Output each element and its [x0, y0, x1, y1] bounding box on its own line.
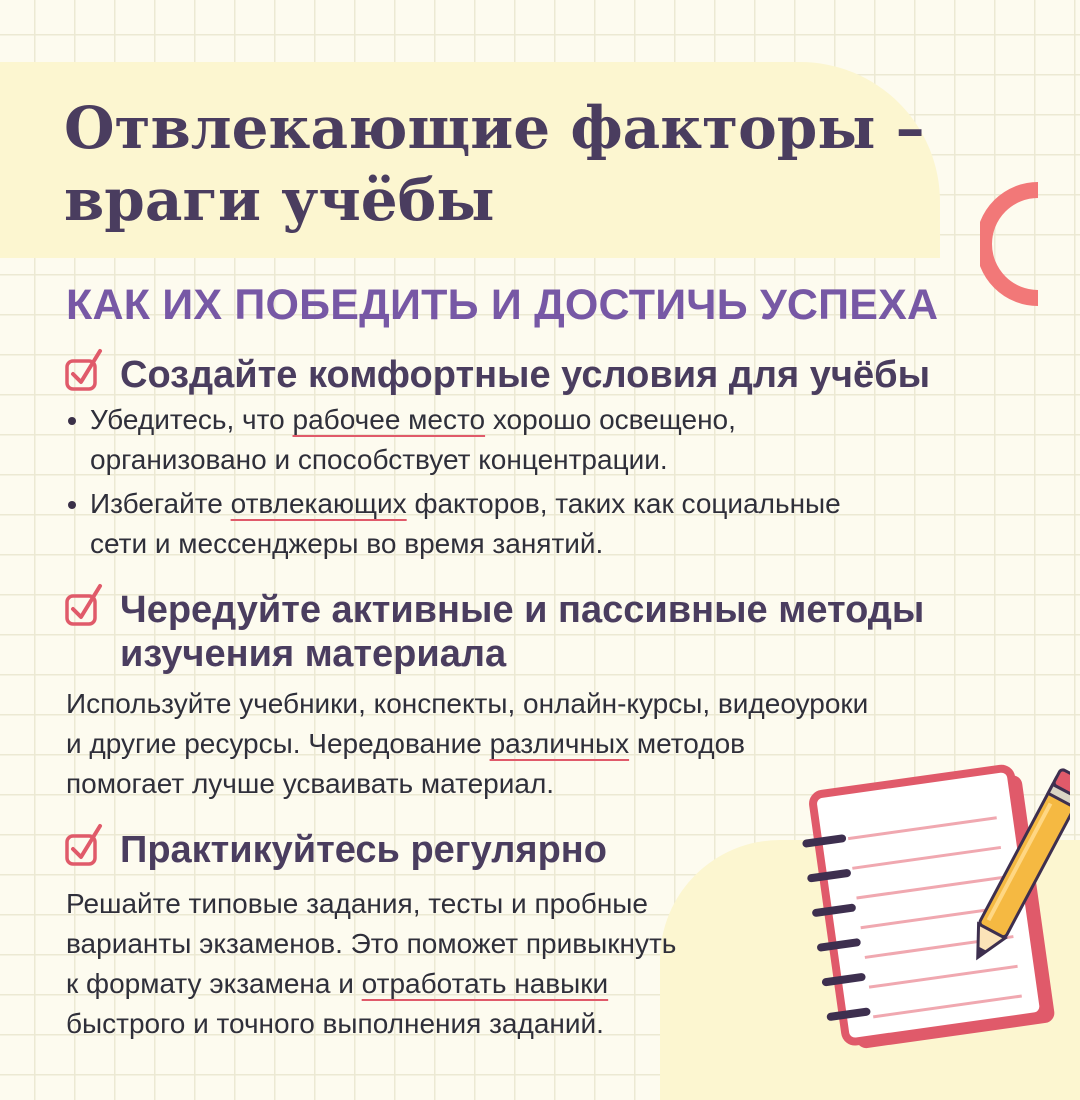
section-2-title — [120, 588, 924, 676]
page-title-line-2: враги учёбы — [64, 166, 495, 234]
bullet-text: организовано и способствует концентрации. — [90, 444, 668, 475]
paragraph-line: помогает лучше усваивать материал. — [66, 768, 555, 799]
check-icon — [62, 347, 110, 395]
underlined-phrase: отработать навыки — [361, 968, 609, 999]
page-subtitle: КАК ИХ ПОБЕДИТЬ И ДОСТИЧЬ УСПЕХА — [66, 281, 939, 329]
bullet-text: Избегайте — [90, 488, 231, 519]
page-title-line-1: Отвлекающие факторы – — [64, 94, 925, 162]
section-2-paragraph — [66, 684, 868, 804]
bullet-text: хорошо освещено, — [485, 404, 736, 435]
list-item — [64, 484, 1024, 564]
paragraph-text: методов — [629, 728, 746, 759]
paragraph-text: к формату экзамена и — [66, 968, 362, 999]
section-2-title-line-1: Чередуйте активные и пассивные методы — [120, 589, 925, 631]
check-icon — [62, 822, 110, 870]
paragraph-line — [66, 724, 868, 764]
paragraph-line: Используйте учебники, конспекты, онлайн-курсы, видеоуроки — [66, 688, 869, 719]
section-2-heading — [62, 588, 924, 676]
underlined-phrase: рабочее место — [292, 404, 486, 435]
page-title — [64, 92, 964, 236]
paragraph-line: варианты экзаменов. Это поможет привыкнуть — [66, 928, 677, 959]
section-1-title: Создайте комфортные условия для учёбы — [120, 354, 931, 396]
bullet-text: Убедитесь, что — [90, 404, 293, 435]
underlined-phrase: различных — [489, 728, 630, 759]
section-3-heading — [62, 828, 607, 872]
bullet-text: сети и мессенджеры во время занятий. — [90, 528, 604, 559]
check-icon — [62, 582, 110, 630]
bullet-text: факторов, таких как социальные — [406, 488, 841, 519]
section-1-bullets — [64, 400, 1024, 568]
section-3-title: Практикуйтесь регулярно — [120, 829, 607, 871]
underlined-phrase: отвлекающих — [230, 488, 407, 519]
paragraph-line: быстрого и точного выполнения заданий. — [66, 1008, 604, 1039]
section-3-paragraph — [66, 884, 676, 1044]
paragraph-line: Решайте типовые задания, тесты и пробные — [66, 888, 648, 919]
list-item — [64, 400, 1024, 480]
paragraph-line — [66, 964, 676, 1004]
section-2-title-line-2: изучения материала — [120, 633, 507, 675]
paragraph-text: и другие ресурсы. Чередование — [66, 728, 490, 759]
section-1-heading — [62, 353, 930, 397]
